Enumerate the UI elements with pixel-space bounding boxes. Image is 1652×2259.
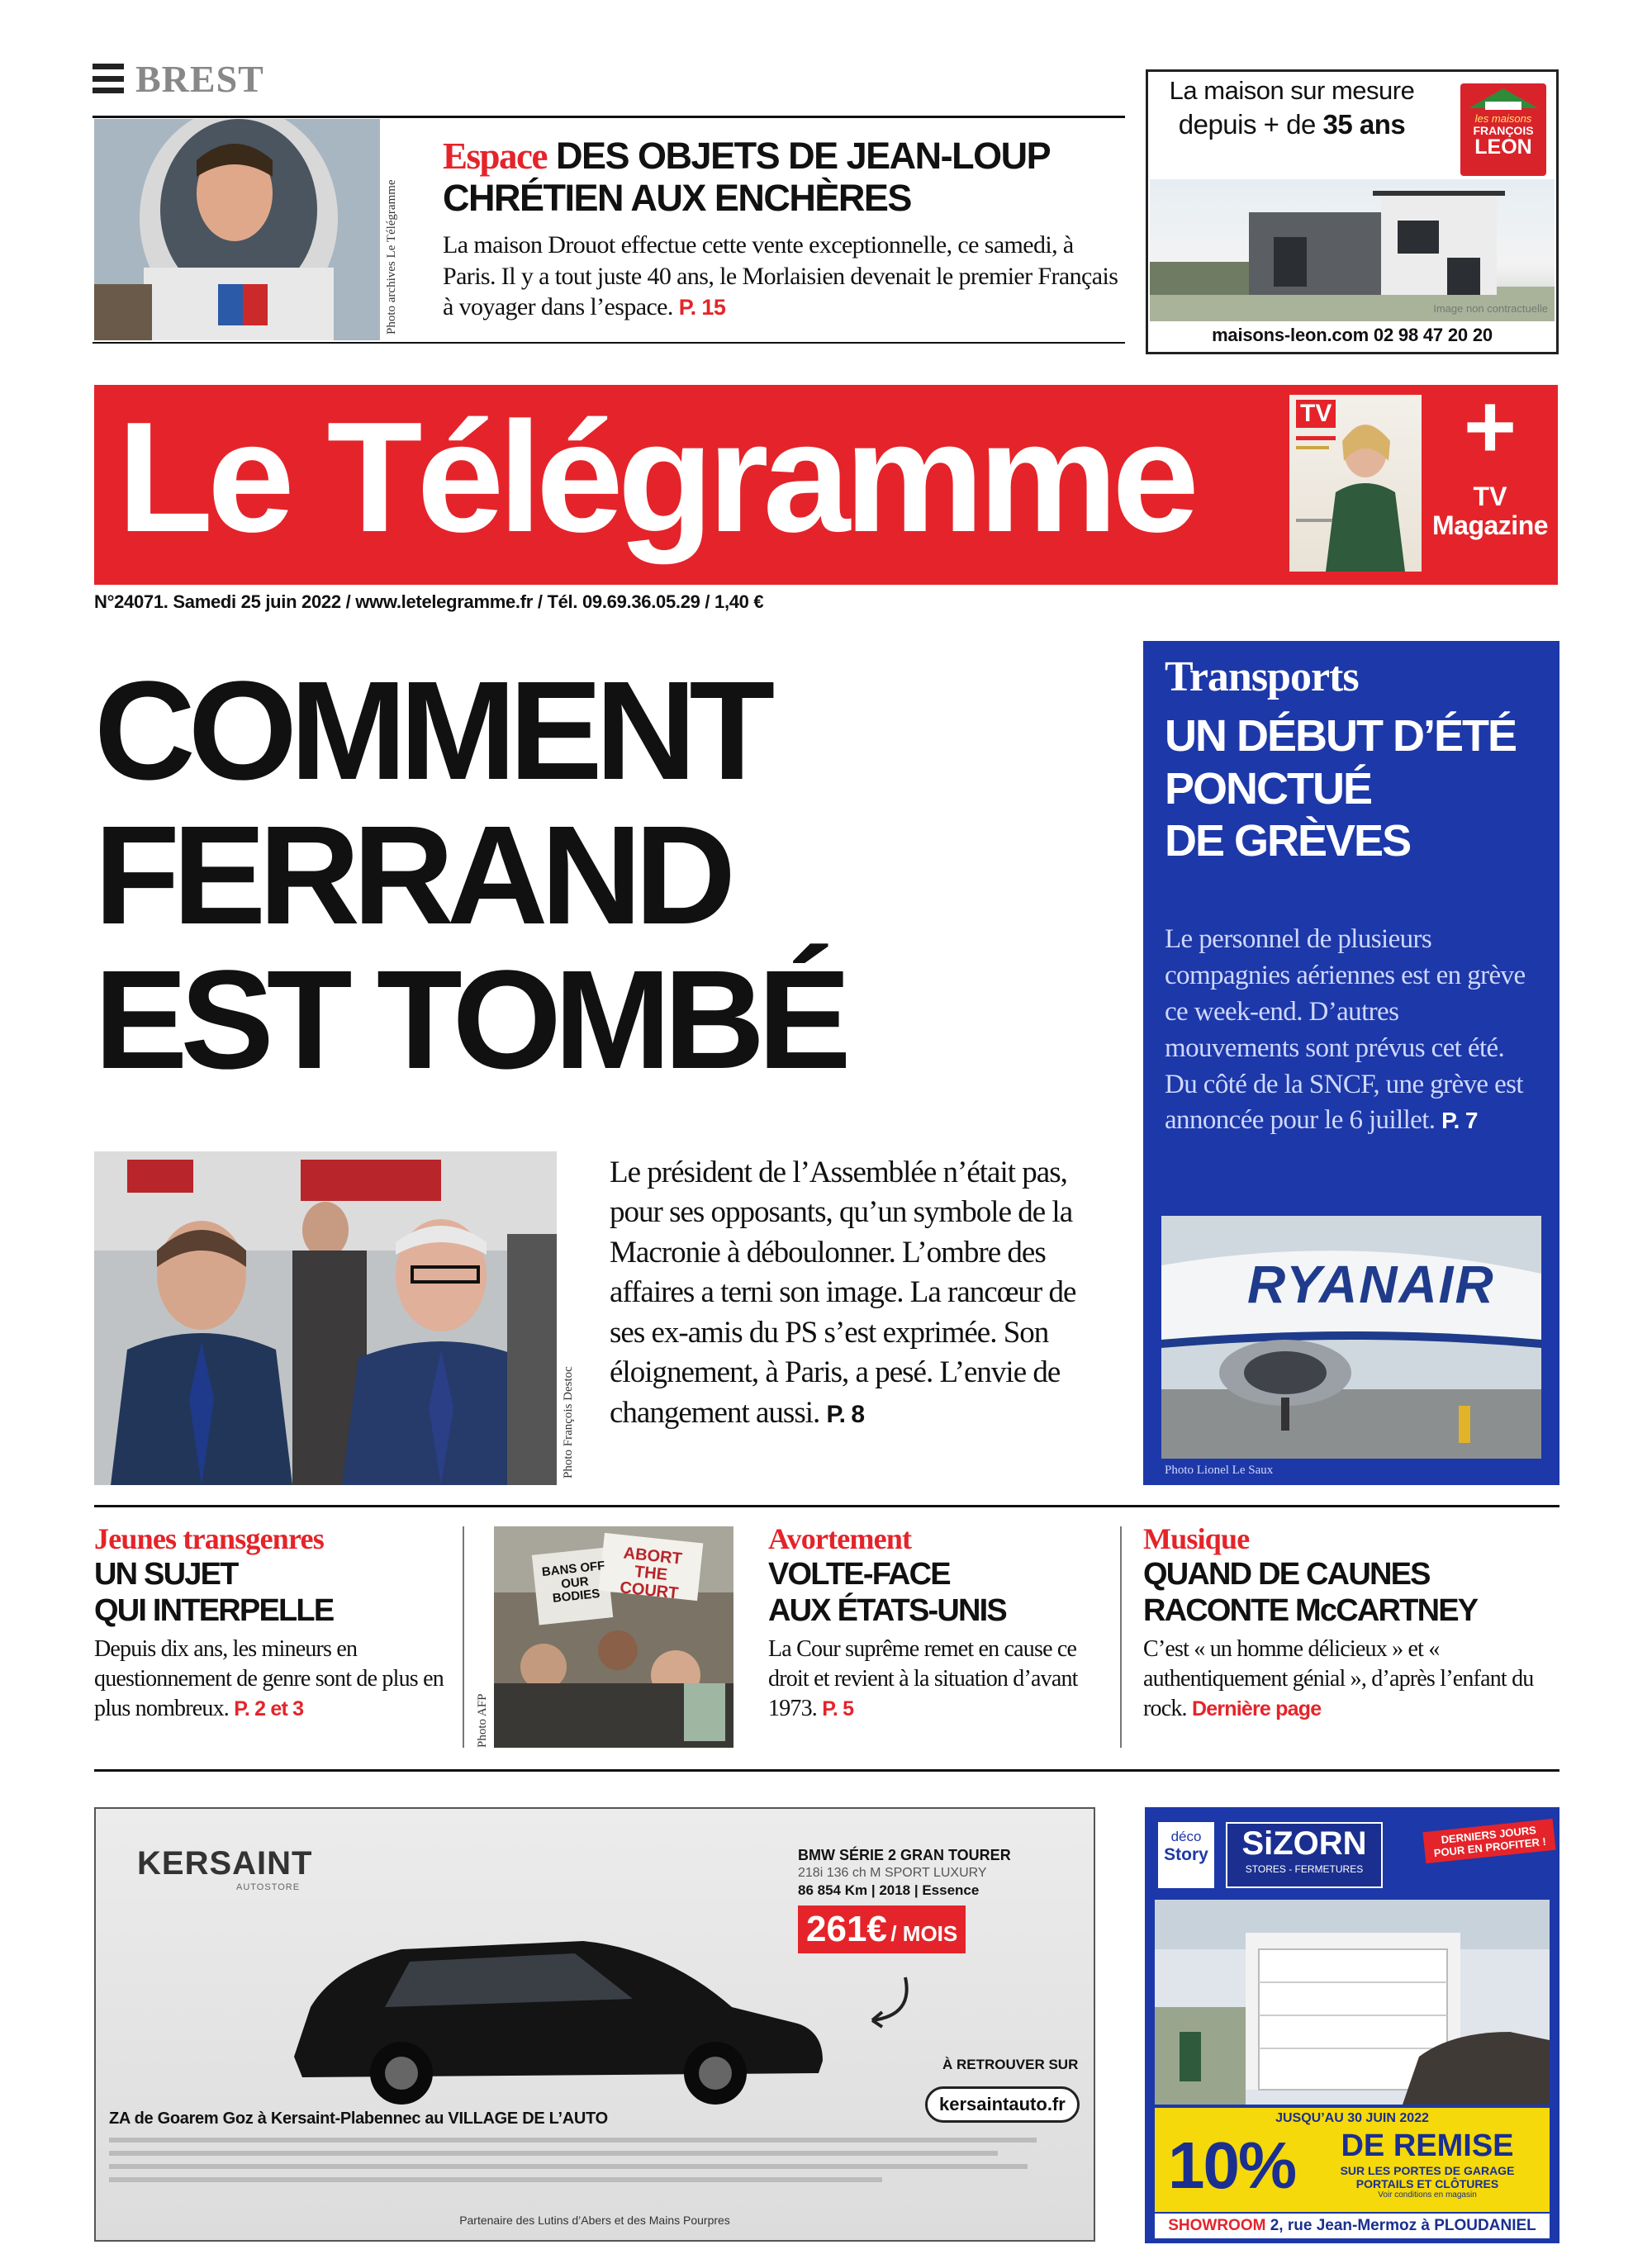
ad-sizorn-photo: [1155, 1900, 1550, 2105]
ad-sizorn-brand2-name: SiZORN: [1241, 1825, 1367, 1862]
ad-sizorn-promo-banner: DERNIERS JOURS POUR EN PROFITER !: [1422, 1819, 1555, 1863]
sidebar-photo-credit: Photo Lionel Le Saux: [1165, 1464, 1274, 1477]
top-story-kicker: Espace: [443, 135, 547, 177]
brief-2-body-wrap: [768, 1635, 1107, 1725]
ad-sizorn-brand2: [1226, 1822, 1383, 1888]
sidebar-headline: [1165, 710, 1516, 868]
garage-door-illustration: [1155, 1900, 1550, 2105]
ad-kersaint-model: BMW SÉRIE 2 GRAN TOURER: [798, 1847, 1011, 1863]
brief-3-page-ref[interactable]: Dernière page: [1191, 1697, 1322, 1721]
brief-1-headline-line1: UN SUJET: [94, 1557, 238, 1592]
brief-2-page-ref[interactable]: P. 5: [822, 1697, 854, 1721]
ad-kersaint-find-label: À RETROUVER SUR: [942, 2057, 1079, 2072]
brief-2-headline-line2: AUX ÉTATS-UNIS: [768, 1592, 1006, 1628]
ad-kersaint-brand-sub: AUTOSTORE: [236, 1882, 301, 1892]
house-illustration: [1150, 179, 1555, 321]
tv-magazine-cover[interactable]: [1289, 395, 1422, 572]
ad-maisons-footer[interactable]: maisons-leon.com 02 98 47 20 20: [1212, 325, 1493, 345]
brief-3-kicker: Musique: [1143, 1522, 1250, 1555]
sidebar-story[interactable]: [1143, 641, 1559, 1485]
main-headline-line1: COMMENT: [94, 653, 768, 809]
ad-sizorn[interactable]: [1145, 1807, 1559, 2243]
ad-sizorn-date: JUSQU’AU 30 JUIN 2022: [1275, 2111, 1429, 2125]
ad-sizorn-discount-sub2: PORTAILS ET CLÔTURES: [1355, 2176, 1499, 2190]
sidebar-photo-airline: RYANAIR: [1247, 1255, 1495, 1314]
ad-sizorn-discount-sub1: SUR LES PORTES DE GARAGE: [1340, 2163, 1515, 2177]
tv-cover-portrait: [1289, 395, 1422, 572]
main-headline-line2: FERRAND: [94, 797, 729, 955]
brief-divider-1: [463, 1526, 464, 1748]
ad-maisons-leon[interactable]: [1146, 69, 1559, 354]
sidebar-kicker: Transports: [1165, 653, 1359, 700]
brief-2-kicker: Avortement: [768, 1522, 912, 1555]
brief-3-headline: [1143, 1557, 1559, 1629]
masthead[interactable]: [94, 376, 1558, 585]
ad-maisons-logo: [1460, 83, 1546, 176]
ad-kersaint[interactable]: [94, 1807, 1095, 2242]
ad-maisons-photo-note: Image non contractuelle: [1433, 302, 1548, 315]
car-illustration: [286, 1916, 831, 2106]
plus-icon: +: [1463, 376, 1517, 477]
brief-1-body-wrap: [94, 1635, 449, 1725]
ad-maisons-logo-brand1: FRANÇOIS: [1473, 124, 1534, 137]
ad-maisons-logo-small: les maisons: [1474, 112, 1532, 125]
politicians-illustration: [94, 1151, 557, 1485]
brief-divider-2: [1120, 1526, 1122, 1748]
brief-3-body: C’est « un homme délicieux » et « authentiquement génial », d’après l’enfant du rock.: [1143, 1635, 1534, 1722]
top-story-headline: DES OBJETS DE JEAN-LOUP CHRÉTIEN AUX ENCHÈRES: [443, 135, 1050, 219]
brief-1-headline: [94, 1557, 449, 1629]
ad-kersaint-footer: Partenaire des Lutins d’Abers et des Mains Pourpres: [459, 2214, 730, 2227]
sidebar-body: Le personnel de plusieurs compagnies aériennes est en grève ce week-end. D’autres mouvements sont prévus cet été. Du côté de la SNCF, une grève est annoncée pour le 6 juillet.: [1165, 924, 1526, 1136]
ad-kersaint-price: 261€: [806, 1908, 887, 1949]
menu-icon[interactable]: [93, 64, 124, 93]
brief-2-sign2: ABORT THE COURT: [619, 1544, 683, 1603]
tv-cover-label: TV: [1296, 400, 1336, 428]
brief-1-body: Depuis dix ans, les mineurs en questionnement de genre sont de plus en plus nombreux.: [94, 1635, 444, 1722]
brief-2-photo[interactable]: [494, 1526, 733, 1748]
top-story-body-wrap: [443, 230, 1120, 323]
ad-sizorn-showroom-address: 2, rue Jean-Mermoz à PLOUDANIEL: [1265, 2217, 1536, 2234]
main-story-body: Le président de l’Assemblée n’était pas, pour ses opposants, qu’un symbole de la Macronie à déboulonner. L’ombre des affaires a terni son image. La rancœur de ses ex-amis du PS s’est exprimée. Son éloignement, à Paris, a pesé. L’envie de changement aussi.: [610, 1156, 1076, 1430]
sidebar-body-wrap: [1165, 922, 1528, 1139]
brief-1-kicker: Jeunes transgenres: [94, 1522, 324, 1555]
ad-kersaint-address: ZA de Goarem Goz à Kersaint-Plabennec au VILLAGE DE L’AUTO: [109, 2110, 608, 2128]
ad-sizorn-discount-block: [1312, 2129, 1543, 2200]
sidebar-page-ref[interactable]: P. 7: [1441, 1108, 1478, 1134]
top-story-bottom-rule: [93, 342, 1125, 344]
brief-transgenres[interactable]: [94, 1521, 449, 1725]
top-story-title[interactable]: [443, 135, 1120, 218]
top-story-photo-credit: Photo archives Le Télégramme: [385, 179, 398, 335]
ad-maisons-years: 35 ans: [1322, 108, 1406, 140]
brief-2-photo-credit: Photo AFP: [476, 1693, 489, 1748]
brief-3-headline-line2: RACONTE McCARTNEY: [1143, 1592, 1478, 1628]
ad-sizorn-brand1: [1158, 1822, 1214, 1888]
ad-sizorn-conditions: Voir conditions en magasin: [1378, 2190, 1477, 2200]
ad-kersaint-brand: [137, 1845, 312, 1892]
top-story-page-ref[interactable]: P. 15: [678, 295, 726, 320]
main-story-photo-credit: Photo François Destoc: [562, 1366, 575, 1478]
top-story-photo: [94, 119, 380, 340]
ad-kersaint-price-unit: / MOIS: [890, 1920, 958, 1946]
ad-maisons-photo: [1150, 179, 1555, 321]
astronaut-illustration: [94, 119, 380, 340]
main-story-body-wrap: [610, 1153, 1089, 1433]
brief-2-sign1: BANS OFF OUR BODIES: [541, 1559, 606, 1606]
ad-kersaint-price-tag: [798, 1905, 966, 1953]
main-story-page-ref[interactable]: P. 8: [826, 1400, 864, 1428]
brief-3-body-wrap: [1143, 1635, 1559, 1725]
top-rule: [93, 116, 1125, 118]
ad-sizorn-promo: [1155, 2108, 1550, 2212]
brief-2-body: La Cour suprême remet en cause ce droit et revient à la situation d’avant 1973.: [768, 1635, 1078, 1722]
house-logo-icon: [1460, 83, 1546, 112]
edition-header: [93, 58, 264, 99]
brief-3-headline-line1: QUAND DE CAUNES: [1143, 1557, 1430, 1592]
ad-maisons-tagline: [1160, 75, 1424, 141]
brief-1-page-ref[interactable]: P. 2 et 3: [234, 1697, 304, 1721]
edition-city: BREST: [135, 57, 264, 100]
ad-sizorn-brand1-line2: Story: [1164, 1845, 1208, 1864]
ad-kersaint-model-block: [798, 1847, 1046, 1953]
ad-kersaint-brand-name: KERSAINT: [137, 1845, 313, 1882]
brief-1-headline-line2: QUI INTERPELLE: [94, 1592, 334, 1628]
ad-kersaint-model-sub: 218i 136 ch M SPORT LUXURY: [798, 1865, 987, 1880]
supplement-label[interactable]: [1432, 482, 1548, 540]
brief-avortement[interactable]: [768, 1521, 1107, 1725]
brief-2-headline: [768, 1557, 1107, 1629]
ad-sizorn-discount: DE REMISE: [1341, 2128, 1514, 2163]
ad-sizorn-showroom-label: SHOWROOM: [1168, 2217, 1266, 2234]
ad-kersaint-website[interactable]: kersaintauto.fr: [925, 2086, 1080, 2123]
ad-maisons-logo-brand2: LEON: [1474, 135, 1532, 159]
dateline: N°24071. Samedi 25 juin 2022 / www.letelegramme.fr / Tél. 09.69.36.05.29 / 1,40 €: [94, 591, 764, 612]
brief-2-headline-line1: VOLTE-FACE: [768, 1557, 950, 1592]
ad-kersaint-legal-lines: [109, 2138, 1075, 2190]
airplane-illustration: [1161, 1216, 1541, 1459]
sidebar-headline-line3: DE GRÈVES: [1165, 816, 1411, 866]
sidebar-photo[interactable]: [1161, 1216, 1541, 1459]
ad-maisons-line1: La maison sur mesure: [1169, 76, 1415, 105]
ad-kersaint-specs: 86 854 Km | 2018 | Essence: [798, 1882, 980, 1898]
supplement-line1: TV: [1473, 482, 1507, 511]
ad-maisons-line2: depuis + de: [1178, 108, 1323, 140]
main-story-photo[interactable]: [94, 1151, 557, 1485]
ad-sizorn-showroom[interactable]: [1155, 2214, 1550, 2238]
masthead-title[interactable]: Le Télégramme: [117, 390, 1194, 565]
sidebar-headline-line2: PONCTUÉ: [1165, 763, 1372, 814]
ad-sizorn-percent: 10%: [1168, 2128, 1296, 2202]
briefs-top-rule: [94, 1505, 1559, 1507]
main-headline-line3: EST TOMBÉ: [94, 942, 844, 1099]
supplement-line2: Magazine: [1432, 510, 1549, 541]
top-story-body: La maison Drouot effectue cette vente exceptionnelle, ce samedi, à Paris. Il y a tout juste 40 ans, le Morlaisien devenait le premier Français à voyager dans l’espace.: [443, 231, 1118, 320]
brief-musique[interactable]: [1143, 1521, 1559, 1725]
main-headline[interactable]: [94, 653, 844, 1099]
curved-arrow-icon: [856, 1974, 922, 2032]
ad-sizorn-brand1-line1: déco: [1170, 1829, 1202, 1844]
ad-sizorn-brand2-sub: STORES - FERMETURES: [1245, 1863, 1364, 1875]
top-story[interactable]: [443, 135, 1120, 323]
sidebar-headline-line1: UN DÉBUT D’ÉTÉ: [1165, 711, 1517, 761]
briefs-bottom-rule: [94, 1769, 1559, 1772]
